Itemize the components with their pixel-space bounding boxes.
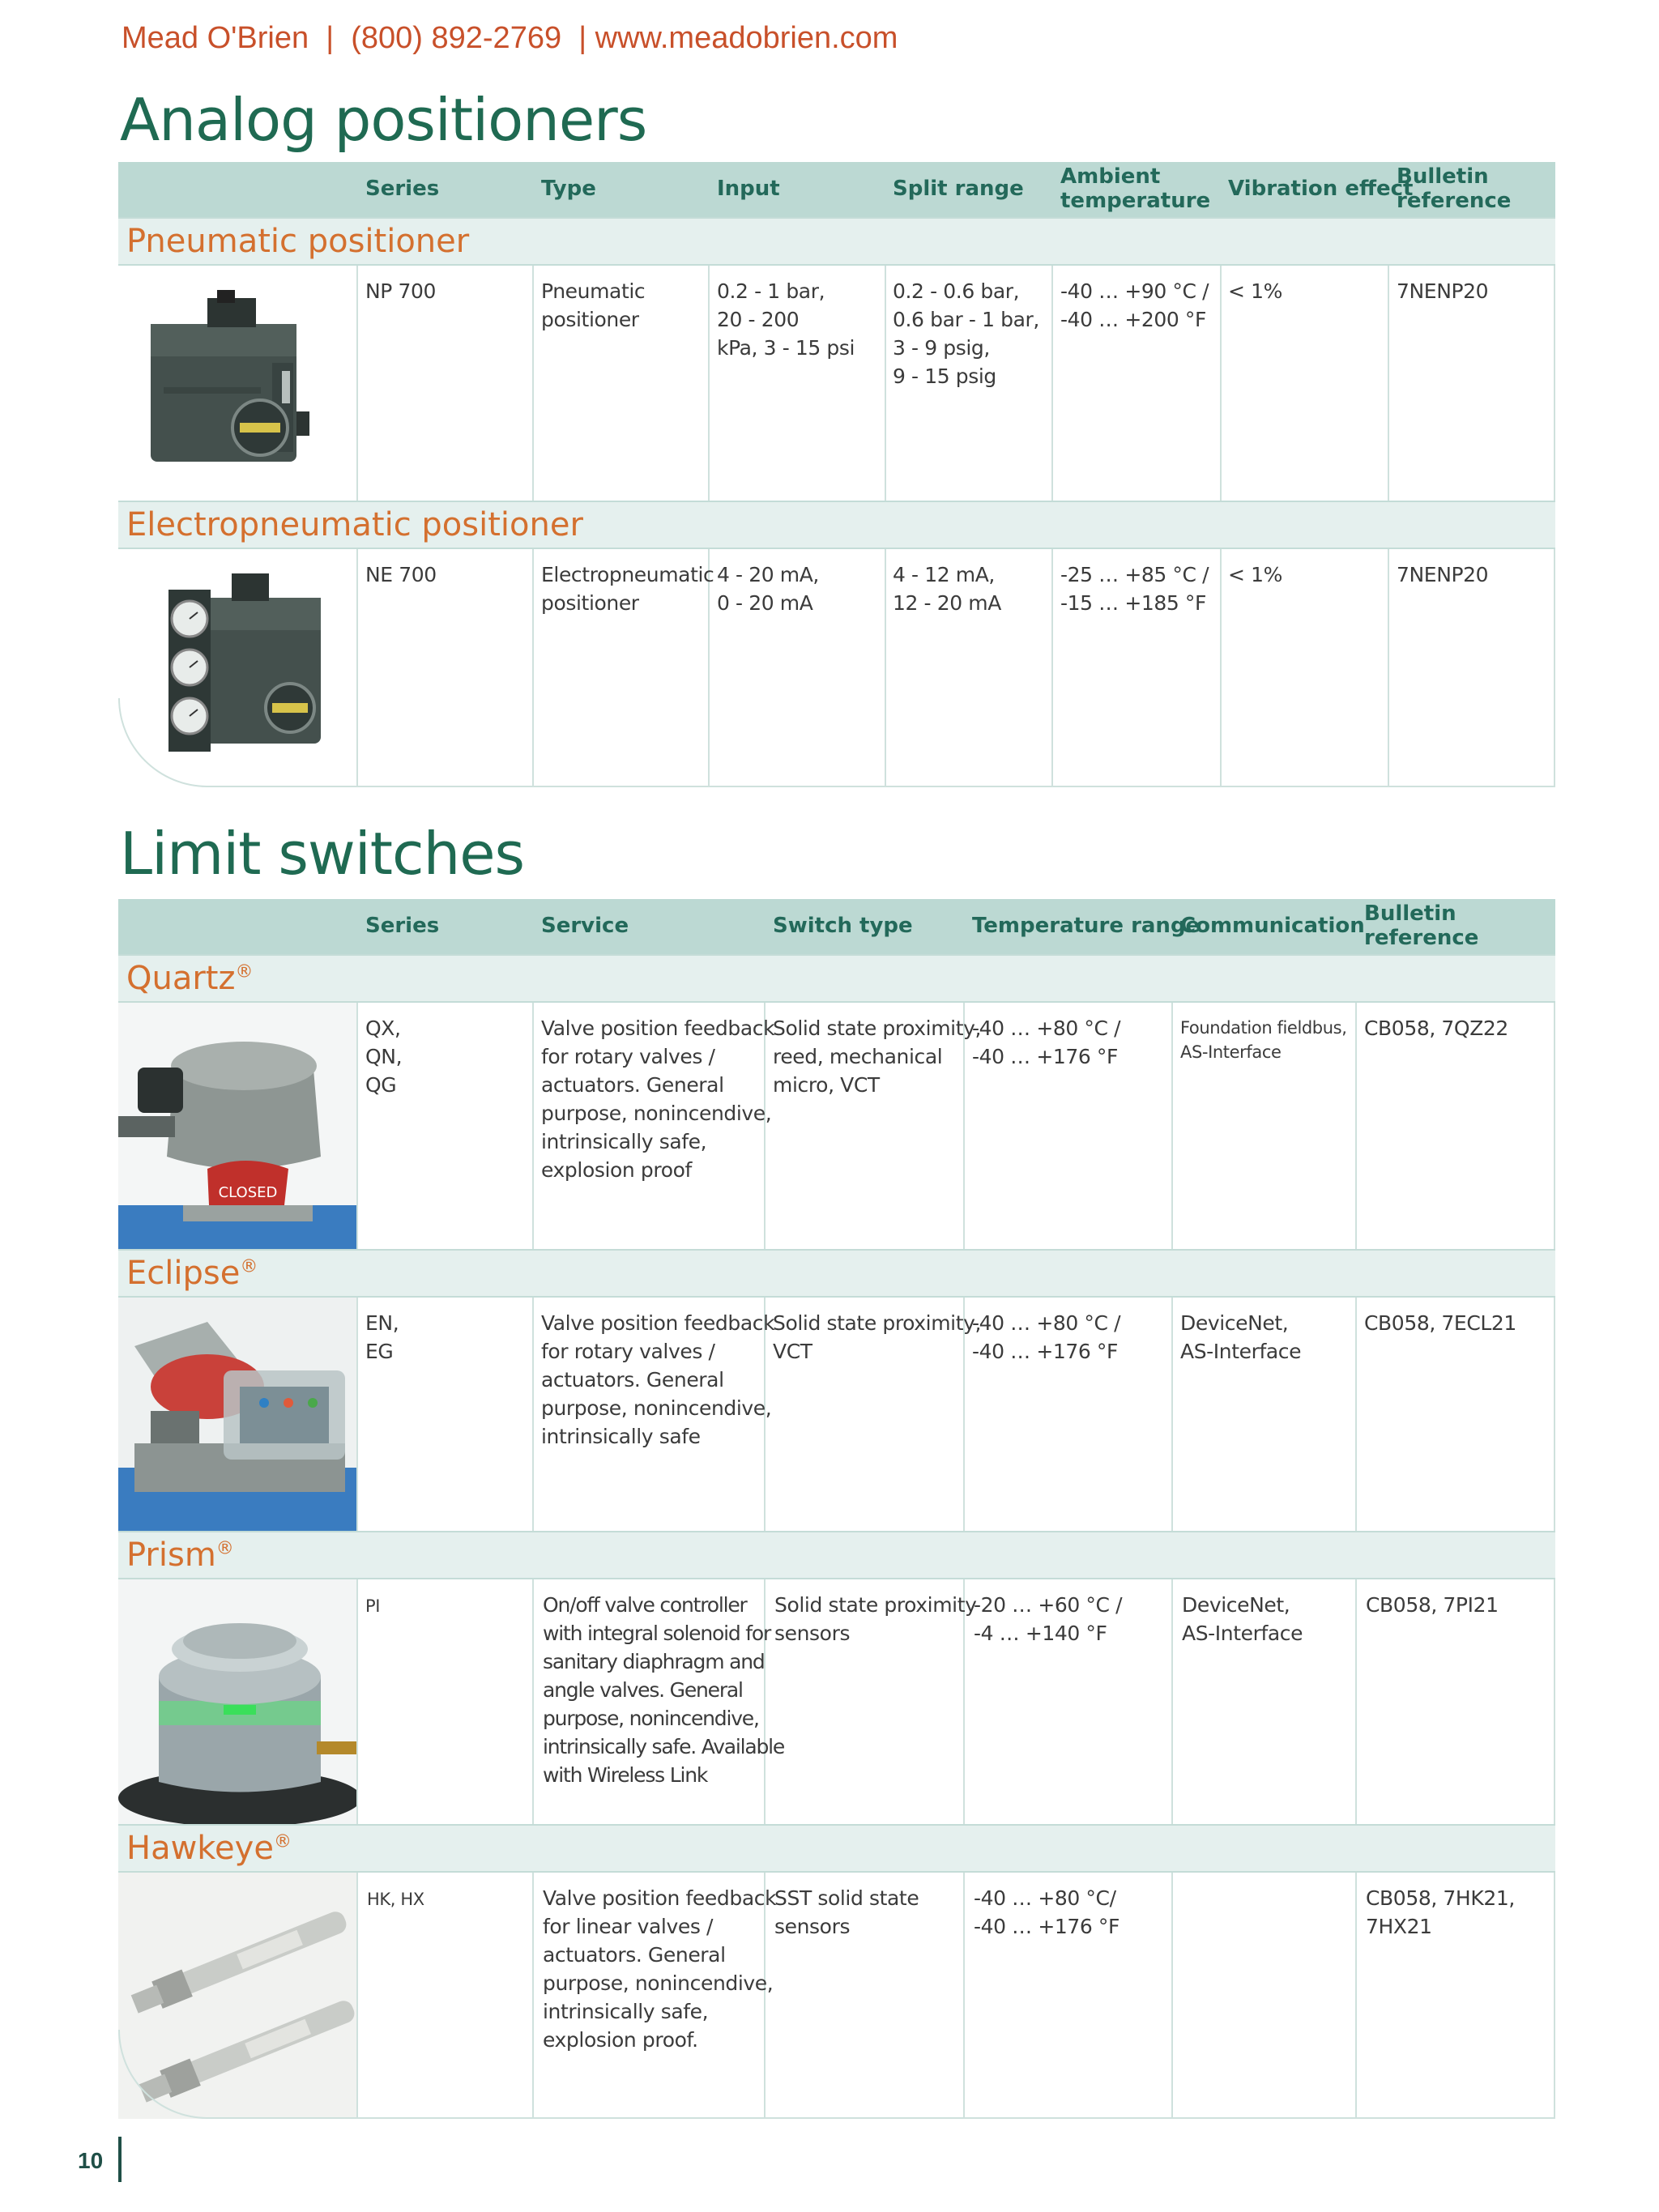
cell-series: EN, EG xyxy=(365,1311,399,1363)
analog-section-title: Analog positioners xyxy=(120,86,647,154)
column-divider xyxy=(1388,549,1389,787)
col-series: Series xyxy=(365,177,440,202)
group-band-hawkeye xyxy=(118,1824,1555,1873)
cell-switch-type: Solid state proximity, reed, mechanical micro, VCT xyxy=(773,1016,982,1097)
table-row xyxy=(118,1003,1555,1249)
group-band-electropneumatic xyxy=(118,501,1555,549)
col-series: Series xyxy=(365,914,440,939)
col-bulletin-reference: Bulletin reference xyxy=(1397,164,1512,213)
column-divider xyxy=(356,266,358,501)
column-divider xyxy=(1220,549,1222,787)
col-input: Input xyxy=(717,177,780,202)
cell-vibration-effect: < 1% xyxy=(1228,563,1282,586)
column-divider xyxy=(356,549,358,787)
cell-service: Valve position feedback for rotary valves / actuators. General purpose, nonincendive, intrinsically safe xyxy=(541,1311,775,1448)
prism-controller-photo xyxy=(118,1579,356,1824)
cell-service: Valve position feedback for linear valves / actuators. General purpose, nonincendive, intrinsically safe, explosion proof. xyxy=(543,1886,777,2052)
group-title: Pneumatic positioner xyxy=(126,223,470,260)
column-divider xyxy=(532,1579,534,1824)
column-divider xyxy=(532,1873,534,2119)
limit-section-title: Limit switches xyxy=(120,820,525,888)
cell-communication: DeviceNet, AS-Interface xyxy=(1180,1311,1302,1363)
cell-type: Pneumatic positioner xyxy=(541,279,646,331)
column-divider xyxy=(1355,1873,1357,2119)
cell-bulletin-reference: CB058, 7QZ22 xyxy=(1364,1016,1508,1040)
cell-temperature-range: -20 … +60 °C / -4 … +140 °F xyxy=(974,1593,1123,1645)
cell-bulletin-reference: CB058, 7HK21, 7HX21 xyxy=(1366,1886,1515,1938)
group-band-pneumatic xyxy=(118,217,1555,266)
column-divider xyxy=(356,1873,358,2119)
group-band-quartz xyxy=(118,954,1555,1003)
cell-split-range: 4 - 12 mA, 12 - 20 mA xyxy=(893,563,1001,615)
col-bulletin-reference: Bulletin reference xyxy=(1364,901,1479,950)
column-divider xyxy=(1220,266,1222,501)
cell-switch-type: SST solid state sensors xyxy=(774,1886,919,1938)
table-border xyxy=(1554,1003,1555,1249)
cell-series: NP 700 xyxy=(365,279,437,303)
svg-text:CLOSED: CLOSED xyxy=(218,1184,278,1201)
column-divider xyxy=(885,549,886,787)
table-row xyxy=(118,1579,1555,1824)
col-split-range: Split range xyxy=(893,177,1024,202)
table-border xyxy=(1554,266,1555,501)
cell-vibration-effect: < 1% xyxy=(1228,279,1282,303)
eclipse-switch-photo xyxy=(118,1298,356,1531)
column-divider xyxy=(532,549,534,787)
company-contact-line: Mead O'Brien | (800) 892-2769 | www.meadobrien.com xyxy=(122,21,898,55)
cell-type: Electropneumatic positioner xyxy=(541,563,714,615)
page-number: 10 xyxy=(78,2148,104,2173)
column-divider xyxy=(532,1298,534,1531)
column-divider xyxy=(356,1003,358,1249)
col-vibration-effect: Vibration effect xyxy=(1228,177,1414,202)
table-border xyxy=(207,2117,1555,2119)
column-divider xyxy=(532,266,534,501)
column-divider xyxy=(1171,1873,1173,2119)
column-divider xyxy=(1171,1579,1173,1824)
analog-table xyxy=(118,162,1555,787)
column-divider xyxy=(1355,1579,1357,1824)
limit-switch-table xyxy=(118,899,1555,2119)
column-divider xyxy=(963,1873,965,2119)
table-border xyxy=(1554,1298,1555,1531)
group-band-eclipse xyxy=(118,1249,1555,1298)
column-divider xyxy=(885,266,886,501)
cell-series: QX, QN, QG xyxy=(365,1016,403,1097)
cell-ambient-temperature: -25 … +85 °C / -15 … +185 °F xyxy=(1060,563,1209,615)
table-border xyxy=(1554,1579,1555,1824)
cell-bulletin-reference: CB058, 7PI21 xyxy=(1366,1593,1499,1617)
cell-split-range: 0.2 - 0.6 bar, 0.6 bar - 1 bar, 3 - 9 psig, 9 - 15 psig xyxy=(893,279,1039,388)
group-title: Electropneumatic positioner xyxy=(126,506,583,543)
table-row xyxy=(118,266,1555,501)
cell-switch-type: Solid state proximity sensors xyxy=(774,1593,977,1645)
table-border xyxy=(1554,549,1555,787)
column-divider xyxy=(1388,266,1389,501)
cell-series: NE 700 xyxy=(365,563,437,586)
col-communication: Communication xyxy=(1180,914,1365,939)
page-number-divider xyxy=(118,2137,122,2182)
column-divider xyxy=(1355,1298,1357,1531)
cell-series: HK, HX xyxy=(367,1890,424,1909)
col-service: Service xyxy=(541,914,629,939)
cell-bulletin-reference: 7NENP20 xyxy=(1397,563,1489,586)
column-divider xyxy=(356,1579,358,1824)
group-title: Eclipse® xyxy=(126,1255,258,1292)
column-divider xyxy=(1171,1298,1173,1531)
cell-switch-type: Solid state proximity, VCT xyxy=(773,1311,982,1363)
cell-temperature-range: -40 … +80 °C / -40 … +176 °F xyxy=(972,1311,1121,1363)
column-divider xyxy=(1051,549,1053,787)
table-border xyxy=(1554,1873,1555,2119)
group-title: Hawkeye® xyxy=(126,1830,292,1867)
column-divider xyxy=(356,1298,358,1531)
col-temperature-range: Temperature range xyxy=(972,914,1201,939)
cell-bulletin-reference: 7NENP20 xyxy=(1397,279,1489,303)
cell-service: On/off valve controller with integral solenoid for sanitary diaphragm and angle valves. General purpose, nonincendive, intrinsically safe. Available with Wireless Link xyxy=(543,1593,785,1787)
column-divider xyxy=(532,1003,534,1249)
group-title: Quartz® xyxy=(126,960,254,997)
quartz-switch-photo xyxy=(118,1003,356,1249)
table-row xyxy=(118,549,1555,787)
cell-communication: Foundation fieldbus, AS-Interface xyxy=(1180,1018,1347,1062)
column-divider xyxy=(708,266,710,501)
col-ambient-temperature: Ambient temperature xyxy=(1060,164,1211,213)
group-title: Prism® xyxy=(126,1536,234,1574)
cell-input: 4 - 20 mA, 0 - 20 mA xyxy=(717,563,819,615)
cell-service: Valve position feedback for rotary valves / actuators. General purpose, nonincendive, intrinsically safe, explosion proof xyxy=(541,1016,775,1182)
group-band-prism xyxy=(118,1531,1555,1579)
cell-bulletin-reference: CB058, 7ECL21 xyxy=(1364,1311,1516,1335)
table-row xyxy=(118,1298,1555,1531)
cell-input: 0.2 - 1 bar, 20 - 200 kPa, 3 - 15 psi xyxy=(717,279,855,360)
cell-series: PI xyxy=(365,1596,381,1616)
analog-header-row xyxy=(118,162,1555,217)
cell-ambient-temperature: -40 … +90 °C / -40 … +200 °F xyxy=(1060,279,1209,331)
cell-temperature-range: -40 … +80 °C/ -40 … +176 °F xyxy=(974,1886,1120,1938)
column-divider xyxy=(1051,266,1053,501)
table-border xyxy=(207,786,1555,787)
table-row xyxy=(118,1873,1555,2119)
cell-temperature-range: -40 … +80 °C / -40 … +176 °F xyxy=(972,1016,1121,1068)
column-divider xyxy=(1171,1003,1173,1249)
pneumatic-positioner-photo xyxy=(118,266,356,501)
cell-communication: DeviceNet, AS-Interface xyxy=(1182,1593,1303,1645)
col-switch-type: Switch type xyxy=(773,914,913,939)
column-divider xyxy=(1355,1003,1357,1249)
col-type: Type xyxy=(541,177,596,202)
limit-header-row xyxy=(118,899,1555,954)
